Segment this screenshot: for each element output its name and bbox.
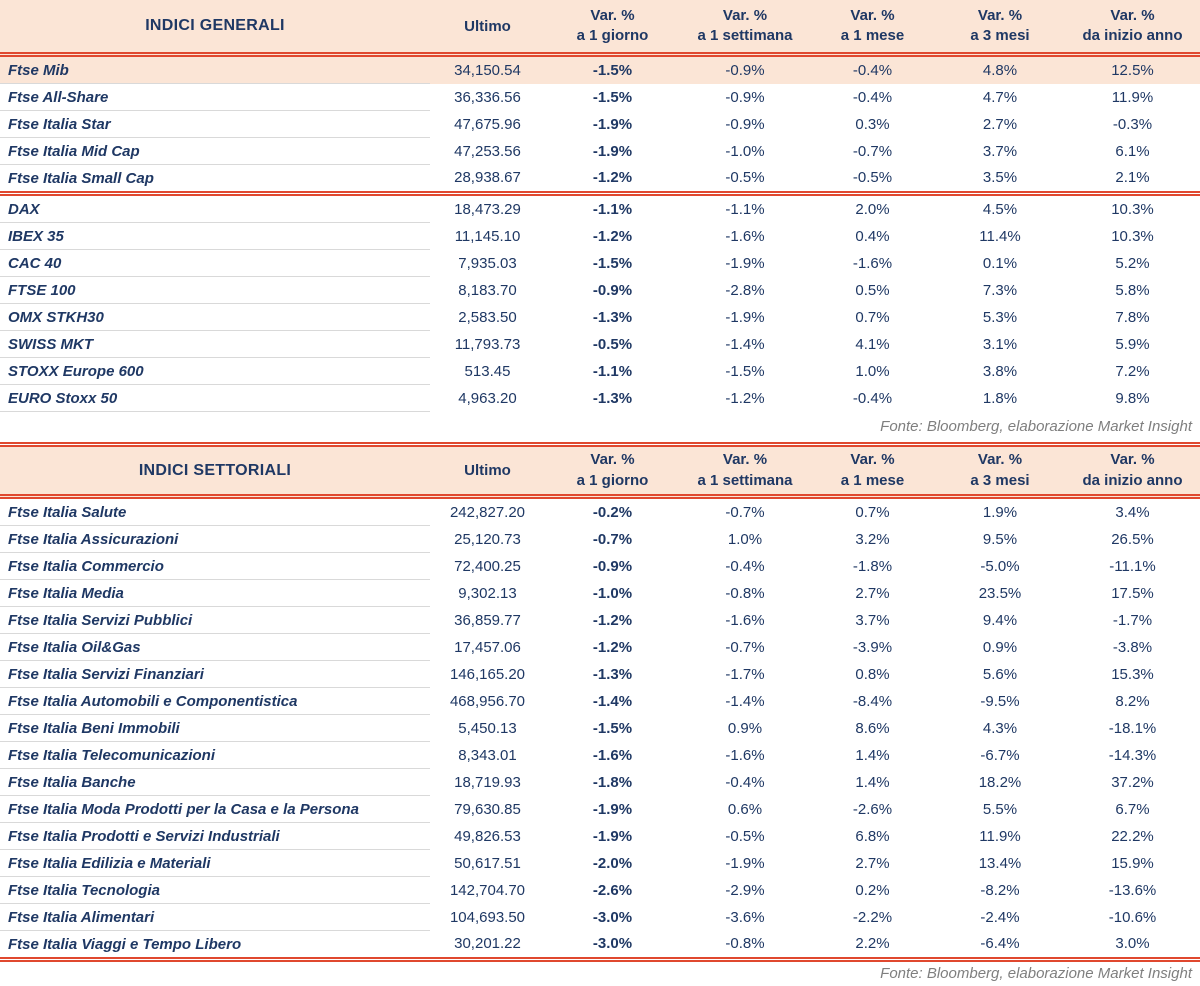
- column-header-var-ytd: [1065, 445, 1200, 497]
- ultimo-value: 11,793.73: [454, 335, 521, 353]
- var-3m-value: -8.2%: [980, 881, 1020, 899]
- var-ytd-value: 11.9%: [1111, 88, 1154, 106]
- var-3m-value: 5.5%: [982, 800, 1018, 818]
- var-1m-value: 2.2%: [810, 931, 935, 960]
- var-ytd-value: -18.1%: [1108, 719, 1157, 737]
- indici-generali-body: [0, 55, 1200, 412]
- var-ytd-value: 7.2%: [1115, 362, 1150, 380]
- var-1d-value: -1.1%: [545, 194, 680, 223]
- var-1w-value: -0.7%: [725, 503, 765, 521]
- var-ytd-value: 5.9%: [1115, 335, 1150, 353]
- column-header-var-1d: [545, 0, 680, 55]
- index-name: Ftse Italia Tecnologia: [0, 877, 430, 904]
- ultimo-value: 146,165.20: [449, 665, 526, 683]
- var-ytd-value: 7.8%: [1115, 308, 1150, 326]
- column-header-var-1m: [810, 445, 935, 497]
- period-label-1m: a 1 mese: [840, 471, 905, 489]
- var-ytd-value: 5.8%: [1115, 281, 1150, 299]
- ultimo-value: 47,253.56: [454, 142, 521, 160]
- ultimo-value: 34,150.54: [430, 55, 545, 84]
- var-1m-value: -0.7%: [852, 142, 893, 160]
- var-1w-value: 1.0%: [727, 530, 763, 548]
- var-1w-value: -1.6%: [725, 746, 765, 764]
- var-ytd-value: 10.3%: [1111, 227, 1154, 245]
- var-1m-value: -2.2%: [852, 908, 893, 926]
- var-1m-value: 0.7%: [855, 308, 890, 326]
- var-percent-label: Var. %: [850, 451, 895, 469]
- var-1w-value: -0.9%: [680, 55, 810, 84]
- ultimo-value: 28,938.67: [454, 169, 521, 187]
- var-3m-value: 11.4%: [979, 227, 1021, 245]
- var-ytd-value: 9.8%: [1115, 389, 1150, 407]
- ultimo-value: 49,826.53: [454, 827, 521, 845]
- var-percent-label: Var. %: [590, 6, 635, 24]
- var-1d-value: -1.3%: [592, 665, 633, 683]
- ultimo-value: 104,693.50: [449, 908, 526, 926]
- var-1w-value: 0.6%: [727, 800, 763, 818]
- column-header-ultimo: Ultimo: [430, 445, 545, 497]
- var-1m-value: 4.1%: [855, 335, 890, 353]
- header-row: [0, 445, 1200, 497]
- index-name: STOXX Europe 600: [0, 358, 430, 385]
- ultimo-value: 4,963.20: [458, 389, 517, 407]
- index-row: [0, 877, 1200, 904]
- var-1w-value: -1.1%: [680, 194, 810, 223]
- var-1d-value: -1.3%: [592, 308, 633, 326]
- index-row: [0, 497, 1200, 526]
- var-3m-value: 9.5%: [982, 530, 1018, 548]
- var-1w-value: -2.8%: [725, 281, 765, 299]
- index-name: Ftse Italia Alimentari: [0, 904, 430, 931]
- var-1d-value: -1.4%: [592, 692, 633, 710]
- var-1w-value: -1.6%: [725, 227, 765, 245]
- var-1w-value: -1.2%: [725, 389, 765, 407]
- indici-settoriali-table: [0, 442, 1200, 962]
- var-1m-value: -0.5%: [852, 169, 893, 187]
- index-row: [0, 769, 1200, 796]
- var-1d-value: -1.2%: [592, 611, 633, 629]
- var-3m-value: 7.3%: [982, 281, 1018, 299]
- var-3m-value: 3.7%: [982, 142, 1018, 160]
- var-3m-value: 1.9%: [982, 503, 1018, 521]
- var-1d-value: -1.1%: [592, 362, 633, 380]
- var-1m-value: -1.6%: [852, 254, 893, 272]
- index-name: Ftse Italia Salute: [0, 497, 430, 526]
- ultimo-value: 17,457.06: [454, 638, 521, 656]
- var-1w-value: -0.5%: [725, 169, 765, 187]
- var-1d-value: -0.9%: [592, 557, 633, 575]
- var-1m-value: 3.2%: [855, 530, 890, 548]
- var-ytd-value: -14.3%: [1108, 746, 1157, 764]
- index-row: [0, 138, 1200, 165]
- var-3m-value: -6.7%: [980, 746, 1020, 764]
- var-ytd-value: -10.6%: [1108, 908, 1157, 926]
- var-percent-label: Var. %: [850, 6, 895, 24]
- var-1m-value: 1.0%: [855, 362, 890, 380]
- var-1d-value: -1.9%: [592, 800, 633, 818]
- source-note: Fonte: Bloomberg, elaborazione Market Insight: [880, 965, 1192, 982]
- index-row: [0, 688, 1200, 715]
- var-1w-value: -1.9%: [725, 254, 765, 272]
- var-ytd-value: 2.1%: [1115, 169, 1150, 187]
- index-row: [0, 823, 1200, 850]
- var-1d-value: -1.2%: [592, 227, 633, 245]
- var-1m-value: 2.0%: [810, 194, 935, 223]
- period-label-ytd: da inizio anno: [1082, 27, 1183, 44]
- var-1w-value: -2.9%: [725, 881, 765, 899]
- index-name: CAC 40: [0, 250, 430, 277]
- ultimo-value: 36,336.56: [454, 88, 521, 106]
- index-row: [0, 580, 1200, 607]
- index-name: FTSE 100: [0, 277, 430, 304]
- var-3m-value: 3.8%: [982, 362, 1018, 380]
- var-3m-value: 3.1%: [982, 335, 1018, 353]
- var-1w-value: -1.7%: [725, 665, 765, 683]
- var-percent-label: Var. %: [977, 6, 1023, 24]
- var-percent-label: Var. %: [1110, 6, 1155, 24]
- index-row: [0, 385, 1200, 412]
- index-row: [0, 165, 1200, 194]
- var-3m-value: 18.2%: [978, 773, 1022, 791]
- var-3m-value: -6.4%: [935, 931, 1065, 960]
- column-header-ultimo: Ultimo: [430, 0, 545, 55]
- var-1d-value: -1.3%: [592, 389, 633, 407]
- ultimo-value: 11,145.10: [454, 227, 521, 245]
- index-name: Ftse Italia Mid Cap: [0, 138, 430, 165]
- var-ytd-value: -11.1%: [1109, 557, 1156, 575]
- var-ytd-value: 3.4%: [1115, 503, 1150, 521]
- var-1d-value: -1.9%: [592, 142, 633, 160]
- var-1m-value: -2.6%: [852, 800, 893, 818]
- var-1m-value: -1.8%: [852, 557, 893, 575]
- index-name: Ftse Mib: [0, 55, 430, 84]
- var-1m-value: 2.7%: [855, 584, 890, 602]
- var-1w-value: -1.6%: [725, 611, 765, 629]
- index-row: [0, 331, 1200, 358]
- index-name: IBEX 35: [0, 223, 430, 250]
- var-3m-value: 2.7%: [982, 115, 1018, 133]
- var-3m-value: 0.9%: [982, 638, 1018, 656]
- var-1w-value: -3.6%: [725, 908, 765, 926]
- var-1d-value: -1.8%: [592, 773, 633, 791]
- column-header-var-1m: [810, 0, 935, 55]
- var-1m-value: 1.4%: [855, 746, 890, 764]
- var-1m-value: -0.4%: [852, 88, 893, 106]
- var-3m-value: -2.4%: [980, 908, 1020, 926]
- ultimo-value: 18,719.93: [454, 773, 521, 791]
- index-row: [0, 304, 1200, 331]
- index-row: [0, 358, 1200, 385]
- period-label-1d: a 1 giorno: [576, 471, 649, 489]
- var-1d-value: -0.5%: [592, 335, 633, 353]
- var-1m-value: -8.4%: [852, 692, 893, 710]
- indici-settoriali-header: [0, 445, 1200, 497]
- var-1d-value: -3.0%: [592, 908, 633, 926]
- var-1w-value: -1.9%: [725, 854, 765, 872]
- ultimo-value: 468,956.70: [449, 692, 526, 710]
- ultimo-value: 9,302.13: [458, 584, 517, 602]
- index-row: [0, 796, 1200, 823]
- var-ytd-value: -0.3%: [1112, 115, 1153, 133]
- index-name: Ftse Italia Banche: [0, 769, 430, 796]
- var-1d-value: -1.5%: [545, 55, 680, 84]
- var-1d-value: -1.2%: [592, 169, 633, 187]
- index-name: Ftse Italia Telecomunicazioni: [0, 742, 430, 769]
- var-1d-value: -1.9%: [592, 827, 633, 845]
- index-name: Ftse Italia Automobili e Componentistica: [0, 688, 430, 715]
- column-header-var-ytd: [1065, 0, 1200, 55]
- var-1d-value: -3.0%: [545, 931, 680, 960]
- var-1d-value: -1.0%: [592, 584, 633, 602]
- index-row: [0, 715, 1200, 742]
- indici-generali-header: [0, 0, 1200, 55]
- period-label-1d: a 1 giorno: [576, 27, 649, 44]
- ultimo-value: 79,630.85: [454, 800, 521, 818]
- column-header-var-1w: [680, 445, 810, 497]
- var-ytd-value: 15.9%: [1111, 854, 1154, 872]
- index-name: Ftse Italia Servizi Finanziari: [0, 661, 430, 688]
- var-3m-value: 13.4%: [978, 854, 1022, 872]
- column-header-var-3m: [935, 0, 1065, 55]
- var-1m-value: 0.4%: [855, 227, 890, 245]
- column-header-var-3m: [935, 445, 1065, 497]
- ultimo-value: 513.45: [464, 362, 511, 380]
- var-1m-value: -3.9%: [852, 638, 893, 656]
- var-1d-value: -2.0%: [592, 854, 633, 872]
- index-name: Ftse Italia Commercio: [0, 553, 430, 580]
- var-ytd-value: 17.5%: [1111, 584, 1154, 602]
- indici-settoriali-body: [0, 497, 1200, 960]
- var-3m-value: 0.1%: [982, 254, 1018, 272]
- var-3m-value: 11.9%: [979, 827, 1021, 845]
- var-3m-value: 9.4%: [982, 611, 1018, 629]
- var-1w-value: -0.4%: [725, 557, 765, 575]
- var-1d-value: -1.9%: [592, 115, 633, 133]
- index-row: [0, 223, 1200, 250]
- var-1m-value: -0.4%: [852, 389, 893, 407]
- var-percent-label: Var. %: [590, 451, 635, 469]
- var-1w-value: -0.9%: [725, 115, 765, 133]
- var-ytd-value: 6.1%: [1115, 142, 1150, 160]
- var-1m-value: 6.8%: [855, 827, 890, 845]
- var-1w-value: -1.0%: [725, 142, 765, 160]
- index-name: Ftse Italia Star: [0, 111, 430, 138]
- index-row: [0, 742, 1200, 769]
- period-label-1m: a 1 mese: [840, 27, 905, 44]
- var-percent-label: Var. %: [722, 6, 768, 24]
- ultimo-value: 8,343.01: [458, 746, 517, 764]
- var-1w-value: -0.5%: [725, 827, 765, 845]
- var-1m-value: 1.4%: [855, 773, 890, 791]
- index-row: [0, 277, 1200, 304]
- index-row: [0, 55, 1200, 84]
- var-percent-label: Var. %: [722, 451, 768, 469]
- index-row: [0, 111, 1200, 138]
- var-1m-value: 0.3%: [855, 115, 890, 133]
- var-1w-value: -1.4%: [725, 335, 765, 353]
- period-label-1w: a 1 settimana: [697, 27, 793, 44]
- index-name: Ftse All-Share: [0, 84, 430, 111]
- index-name: Ftse Italia Assicurazioni: [0, 526, 430, 553]
- var-1d-value: -0.2%: [592, 503, 633, 521]
- index-row: [0, 250, 1200, 277]
- index-name: OMX STKH30: [0, 304, 430, 331]
- var-ytd-value: 10.3%: [1065, 194, 1200, 223]
- index-name: Ftse Italia Servizi Pubblici: [0, 607, 430, 634]
- var-ytd-value: -1.7%: [1112, 611, 1153, 629]
- index-name: Ftse Italia Media: [0, 580, 430, 607]
- index-row: [0, 850, 1200, 877]
- var-1m-value: 3.7%: [855, 611, 890, 629]
- var-3m-value: -9.5%: [980, 692, 1020, 710]
- index-name: Ftse Italia Edilizia e Materiali: [0, 850, 430, 877]
- index-row: [0, 194, 1200, 223]
- index-row: [0, 607, 1200, 634]
- var-ytd-value: -13.6%: [1108, 881, 1157, 899]
- ultimo-value: 47,675.96: [454, 115, 521, 133]
- var-ytd-value: 5.2%: [1115, 254, 1150, 272]
- index-name: Ftse Italia Beni Immobili: [0, 715, 430, 742]
- period-label-3m: a 3 mesi: [970, 27, 1030, 44]
- var-3m-value: 1.8%: [982, 389, 1018, 407]
- index-name: Ftse Italia Viaggi e Tempo Libero: [0, 931, 430, 960]
- var-1m-value: 0.2%: [855, 881, 890, 899]
- index-name: Ftse Italia Small Cap: [0, 165, 430, 194]
- var-ytd-value: -3.8%: [1112, 638, 1153, 656]
- var-1m-value: 0.8%: [855, 665, 890, 683]
- var-1d-value: -1.5%: [592, 254, 633, 272]
- var-ytd-value: 26.5%: [1111, 530, 1154, 548]
- var-1m-value: 2.7%: [855, 854, 890, 872]
- source-note: Fonte: Bloomberg, elaborazione Market Insight: [880, 418, 1192, 435]
- index-name: DAX: [0, 194, 430, 223]
- index-row: [0, 84, 1200, 111]
- var-3m-value: 5.6%: [982, 665, 1018, 683]
- period-label-ytd: da inizio anno: [1082, 471, 1183, 489]
- var-3m-value: 23.5%: [978, 584, 1022, 602]
- var-1w-value: -0.8%: [680, 931, 810, 960]
- var-1m-value: 8.6%: [855, 719, 890, 737]
- var-1w-value: -0.4%: [725, 773, 765, 791]
- var-3m-value: 5.3%: [982, 308, 1018, 326]
- period-label-3m: a 3 mesi: [970, 471, 1030, 489]
- ultimo-value: 8,183.70: [458, 281, 517, 299]
- var-1m-value: 0.7%: [855, 503, 890, 521]
- var-1m-value: -0.4%: [810, 55, 935, 84]
- ultimo-value: 5,450.13: [458, 719, 517, 737]
- var-1d-value: -1.2%: [592, 638, 633, 656]
- index-name: EURO Stoxx 50: [0, 385, 430, 412]
- var-1w-value: -1.4%: [725, 692, 765, 710]
- var-3m-value: 3.5%: [982, 169, 1018, 187]
- ultimo-value: 50,617.51: [454, 854, 521, 872]
- column-header-var-1d: [545, 445, 680, 497]
- var-percent-label: Var. %: [1110, 451, 1155, 469]
- var-1w-value: 0.9%: [727, 719, 763, 737]
- var-1d-value: -1.5%: [592, 719, 633, 737]
- indici-generali-table: [0, 0, 1200, 412]
- var-ytd-value: 37.2%: [1111, 773, 1154, 791]
- period-label-1w: a 1 settimana: [697, 471, 793, 489]
- var-percent-label: Var. %: [977, 451, 1023, 469]
- header-row: [0, 0, 1200, 55]
- table-title-settoriali: INDICI SETTORIALI: [0, 445, 430, 497]
- var-3m-value: 4.3%: [982, 719, 1018, 737]
- column-header-var-1w: [680, 0, 810, 55]
- ultimo-value: 30,201.22: [430, 931, 545, 960]
- var-1w-value: -1.5%: [725, 362, 765, 380]
- ultimo-value: 2,583.50: [458, 308, 517, 326]
- var-1d-value: -0.7%: [592, 530, 633, 548]
- var-ytd-value: 8.2%: [1115, 692, 1150, 710]
- index-row: [0, 661, 1200, 688]
- index-row: [0, 526, 1200, 553]
- index-name: Ftse Italia Prodotti e Servizi Industriali: [0, 823, 430, 850]
- index-name: SWISS MKT: [0, 331, 430, 358]
- ultimo-value: 7,935.03: [458, 254, 517, 272]
- var-1d-value: -0.9%: [592, 281, 633, 299]
- var-ytd-value: 22.2%: [1111, 827, 1154, 845]
- index-row: [0, 634, 1200, 661]
- var-1w-value: -0.9%: [725, 88, 765, 106]
- index-name: Ftse Italia Moda Prodotti per la Casa e la Persona: [0, 796, 430, 823]
- ultimo-value: 36,859.77: [454, 611, 521, 629]
- ultimo-value: 18,473.29: [430, 194, 545, 223]
- index-name: Ftse Italia Oil&Gas: [0, 634, 430, 661]
- var-1w-value: -0.8%: [725, 584, 765, 602]
- var-ytd-value: 6.7%: [1115, 800, 1150, 818]
- var-1d-value: -2.6%: [592, 881, 633, 899]
- var-3m-value: 4.8%: [935, 55, 1065, 84]
- var-1d-value: -1.6%: [592, 746, 633, 764]
- var-1w-value: -1.9%: [725, 308, 765, 326]
- index-row: [0, 931, 1200, 960]
- var-3m-value: -5.0%: [980, 557, 1020, 575]
- var-ytd-value: 12.5%: [1065, 55, 1200, 84]
- var-1w-value: -0.7%: [725, 638, 765, 656]
- var-1d-value: -1.5%: [592, 88, 633, 106]
- ultimo-value: 72,400.25: [454, 557, 521, 575]
- var-3m-value: 4.5%: [935, 194, 1065, 223]
- index-row: [0, 904, 1200, 931]
- var-ytd-value: 15.3%: [1111, 665, 1154, 683]
- ultimo-value: 142,704.70: [449, 881, 526, 899]
- var-ytd-value: 3.0%: [1065, 931, 1200, 960]
- table-title-generali: INDICI GENERALI: [0, 0, 430, 55]
- var-1m-value: 0.5%: [855, 281, 890, 299]
- ultimo-value: 242,827.20: [449, 503, 526, 521]
- var-3m-value: 4.7%: [982, 88, 1018, 106]
- ultimo-value: 25,120.73: [454, 530, 521, 548]
- index-row: [0, 553, 1200, 580]
